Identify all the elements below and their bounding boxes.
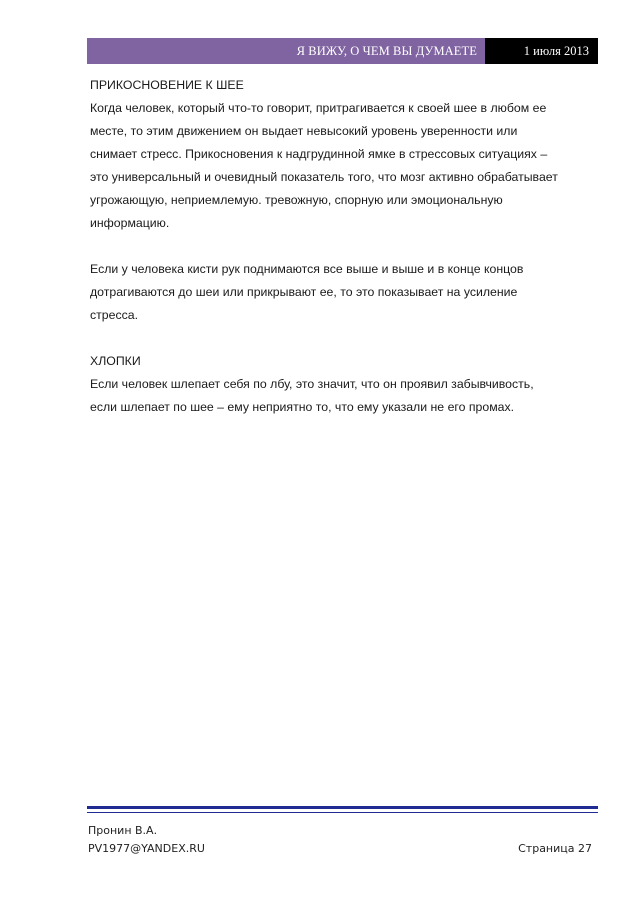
footer-divider-thin: [87, 812, 598, 813]
header-title: Я ВИЖУ, О ЧЕМ ВЫ ДУМАЕТЕ: [87, 38, 485, 64]
paragraph-line: информацию.: [90, 216, 170, 230]
paragraph-line: дотрагиваются до шеи или прикрывают ее, то это показывает на усиление: [90, 285, 518, 299]
header-date: 1 июля 2013: [485, 38, 598, 64]
footer-email: PV1977@YANDEX.RU: [88, 842, 205, 855]
paragraph-spacer: [90, 235, 598, 258]
footer-divider: [87, 806, 598, 813]
paragraph-line: Если у человека кисти рук поднимаются все выше и выше и в конце концов: [90, 262, 524, 276]
footer-page-number: Страница 27: [518, 842, 592, 855]
page-footer: [88, 822, 592, 858]
paragraph-line: угрожающую, неприемлемую. тревожную, спорную или эмоциональную: [90, 193, 503, 207]
footer-author: Пронин В.А.: [88, 824, 158, 837]
paragraph-spacer: [90, 327, 598, 350]
footer-divider-thick: [87, 806, 598, 809]
paragraph-line: Когда человек, который что-то говорит, притрагивается к своей шее в любом ее: [90, 101, 547, 115]
paragraph-line: Если человек шлепает себя по лбу, это значит, что он проявил забывчивость,: [90, 377, 534, 391]
paragraph-line: это универсальный и очевидный показатель того, что мозг активно обрабатывает: [90, 170, 558, 184]
paragraph-line: снимает стресс. Прикосновения к надгрудинной ямке в стрессовых ситуациях –: [90, 147, 548, 161]
paragraph-line: если шлепает по шее – ему неприятно то, что ему указали не его промах.: [90, 400, 515, 414]
paragraph-line: стресса.: [90, 308, 139, 322]
page-header: [87, 38, 598, 64]
document-body: [90, 74, 598, 419]
section-heading-neck: ПРИКОСНОВЕНИЕ К ШЕЕ: [90, 78, 244, 92]
section-heading-claps: ХЛОПКИ: [90, 354, 141, 368]
paragraph-line: месте, то этим движением он выдает невысокий уровень уверенности или: [90, 124, 518, 138]
